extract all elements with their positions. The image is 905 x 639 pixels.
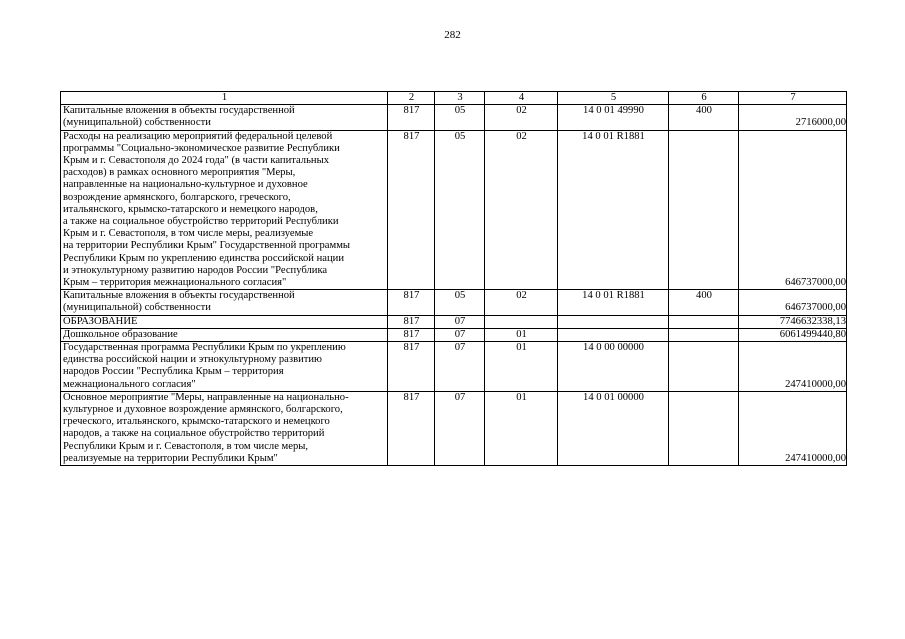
row-ved: 817 <box>388 342 435 392</box>
row-razdel: 05 <box>435 130 485 290</box>
row-amount: 7746632338,13 <box>739 315 847 328</box>
row-csr: 14 0 00 00000 <box>558 342 669 392</box>
row-vr <box>669 391 739 465</box>
row-podrazdel: 02 <box>485 130 558 290</box>
row-ved: 817 <box>388 105 435 130</box>
row-csr <box>558 328 669 341</box>
row-vr <box>669 328 739 341</box>
row-name: Государственная программа Республики Крым по укреплению единства российской нации и этнокультурному развитию народов России "Республика Крым – территория межнационального согласия" <box>61 342 388 392</box>
column-header: 1 <box>61 92 388 105</box>
table-row <box>61 105 847 130</box>
column-header: 7 <box>739 92 847 105</box>
row-vr <box>669 130 739 290</box>
row-csr: 14 0 01 49990 <box>558 105 669 130</box>
row-razdel: 05 <box>435 105 485 130</box>
row-name: ОБРАЗОВАНИЕ <box>61 315 388 328</box>
row-csr: 14 0 01 R1881 <box>558 290 669 315</box>
row-ved: 817 <box>388 315 435 328</box>
row-vr: 400 <box>669 105 739 130</box>
row-name: Дошкольное образование <box>61 328 388 341</box>
budget-table <box>60 91 847 466</box>
column-header: 4 <box>485 92 558 105</box>
row-csr: 14 0 01 R1881 <box>558 130 669 290</box>
row-amount: 6061499440,80 <box>739 328 847 341</box>
row-vr: 400 <box>669 290 739 315</box>
row-csr: 14 0 01 00000 <box>558 391 669 465</box>
row-amount: 646737000,00 <box>739 290 847 315</box>
row-ved: 817 <box>388 290 435 315</box>
row-podrazdel <box>485 315 558 328</box>
column-header: 3 <box>435 92 485 105</box>
row-name: Основное мероприятие "Меры, направленные на национально- культурное и духовное возрождение армянского, болгарского, греческого, итальянского, крымско-татарского и немецкого народов, а также на социальное обустройство территорий Республики Крым и г. Севастополя, в том числе меры, реализуемые на территории Республики Крым" <box>61 391 388 465</box>
row-razdel: 05 <box>435 290 485 315</box>
table-header-row <box>61 92 847 105</box>
row-name: Расходы на реализацию мероприятий федеральной целевой программы "Социально-экономическое развитие Республики Крым и г. Севастополя до 2024 года" (в части капитальных расходов) в рамках основного мероприятия "Меры, направленные на национально-культурное и духовное возрождение армянского, болгарского, греческого, итальянского, крымско-татарского и немецкого народов, а также на социальное обустройство территорий Республики Крым и г. Севастополя, в том числе меры, реализуемые на территории Республики Крым" Государственной программы Республики Крым по укреплению единства российской нации и этнокультурному развитию народов России "Республика Крым – территория межнационального согласия" <box>61 130 388 290</box>
row-podrazdel: 02 <box>485 105 558 130</box>
table-row <box>61 342 847 392</box>
page-number: 282 <box>444 29 461 41</box>
row-razdel: 07 <box>435 342 485 392</box>
row-vr <box>669 342 739 392</box>
row-razdel: 07 <box>435 315 485 328</box>
row-amount: 646737000,00 <box>739 130 847 290</box>
row-ved: 817 <box>388 130 435 290</box>
table-row <box>61 290 847 315</box>
column-header: 6 <box>669 92 739 105</box>
row-razdel: 07 <box>435 328 485 341</box>
row-amount: 247410000,00 <box>739 342 847 392</box>
row-podrazdel: 01 <box>485 328 558 341</box>
column-header: 5 <box>558 92 669 105</box>
row-ved: 817 <box>388 391 435 465</box>
row-name: Капитальные вложения в объекты государственной (муниципальной) собственности <box>61 290 388 315</box>
column-header: 2 <box>388 92 435 105</box>
table-row <box>61 328 847 341</box>
table-row <box>61 391 847 465</box>
row-podrazdel: 02 <box>485 290 558 315</box>
row-podrazdel: 01 <box>485 391 558 465</box>
row-name: Капитальные вложения в объекты государственной (муниципальной) собственности <box>61 105 388 130</box>
row-amount: 247410000,00 <box>739 391 847 465</box>
row-csr <box>558 315 669 328</box>
row-amount: 2716000,00 <box>739 105 847 130</box>
row-razdel: 07 <box>435 391 485 465</box>
row-podrazdel: 01 <box>485 342 558 392</box>
row-ved: 817 <box>388 328 435 341</box>
table-row <box>61 130 847 290</box>
row-vr <box>669 315 739 328</box>
table-row <box>61 315 847 328</box>
